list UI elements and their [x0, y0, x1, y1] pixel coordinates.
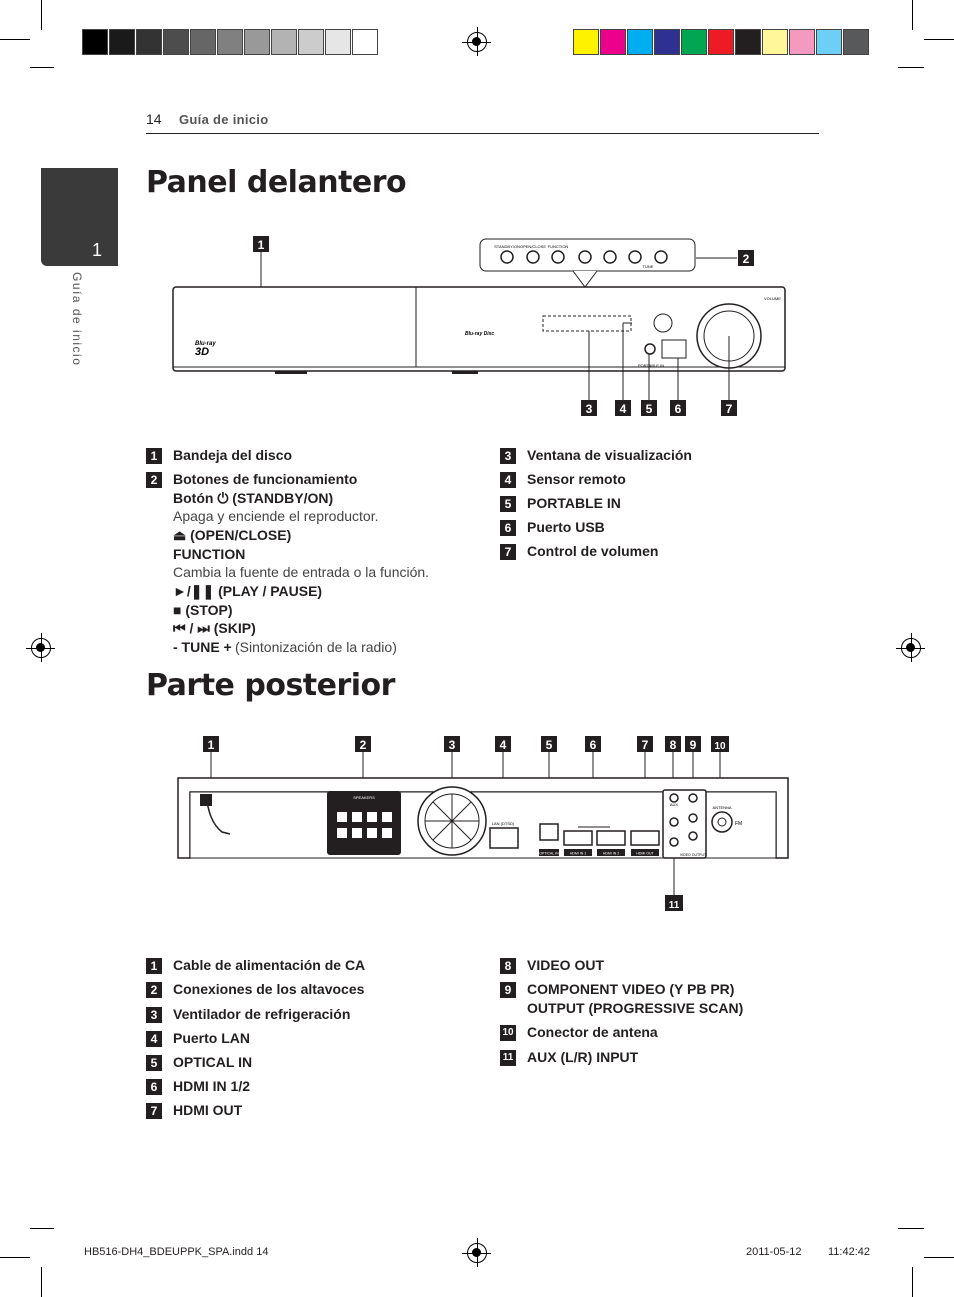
footer-time: 11:42:42 — [828, 1246, 871, 1258]
rear-item-fan: Ventilador de refrigeración — [173, 1006, 351, 1022]
badge-5: 5 — [500, 496, 516, 512]
front-item-remote-sensor: Sensor remoto — [527, 471, 626, 487]
btn-skip: ⏮ / ⏭ (SKIP) — [173, 620, 256, 636]
btn-function: FUNCTION — [173, 546, 246, 562]
badge-3: 3 — [500, 448, 516, 464]
page-number: 14 — [146, 111, 162, 127]
rear-item-power-cord: Cable de alimentación de CA — [173, 957, 366, 973]
speakers-label: SPEAKERS — [353, 795, 375, 800]
btn-tune: - TUNE + — [173, 639, 232, 655]
badge-7: 7 — [500, 544, 516, 560]
chapter-number: 1 — [92, 240, 103, 260]
svg-text:4: 4 — [499, 738, 507, 752]
svg-text:9: 9 — [689, 738, 697, 752]
chapter-label: Guía de inicio — [70, 272, 84, 367]
rear-item-lan: Puerto LAN — [173, 1030, 250, 1046]
rear-item-hdmi-in: HDMI IN 1/2 — [173, 1078, 251, 1094]
rear-item-video-out: VIDEO OUT — [527, 957, 605, 973]
rear-item-hdmi-out: HDMI OUT — [173, 1102, 243, 1118]
hdmi1-label: HDMI IN 1 — [569, 851, 587, 856]
badge-2: 2 — [146, 472, 162, 488]
chapter-tab — [41, 168, 118, 266]
btn-standby-desc: Apaga y enciende el reproductor. — [173, 508, 379, 524]
svg-text:1: 1 — [207, 738, 215, 752]
front-item-portable-in: PORTABLE IN — [527, 495, 621, 511]
portable-in-label: PORTABLE IN — [638, 363, 665, 368]
antenna-label: ANTENNA — [712, 805, 732, 810]
hdmi-out-label: HDMI OUT — [636, 851, 654, 856]
fm-label: FM — [735, 821, 743, 827]
optical-label: OPTICAL IN — [539, 851, 559, 856]
front-item-buttons: Botones de funcionamiento — [173, 471, 358, 487]
rear-badge-2: 2 — [146, 982, 162, 998]
rear-badge-7: 7 — [146, 1103, 162, 1119]
lan-label: LAN (DTSD) — [491, 821, 515, 826]
rear-badge-9: 9 — [500, 982, 516, 998]
svg-text:3: 3 — [585, 402, 593, 416]
svg-text:6: 6 — [674, 402, 682, 416]
hdmi2-label: HDMI IN 2 — [602, 851, 620, 856]
section-header: Guía de inicio — [179, 112, 269, 127]
svg-text:4: 4 — [619, 402, 627, 416]
rear-item-optical: OPTICAL IN — [173, 1054, 253, 1070]
front-item-display: Ventana de visualización — [527, 447, 692, 463]
svg-text:5: 5 — [545, 738, 553, 752]
video-out-label: VIDEO OUTPUT — [679, 853, 707, 857]
svg-text:5: 5 — [645, 402, 653, 416]
svg-text:7: 7 — [641, 738, 649, 752]
front-item-disc-tray: Bandeja del disco — [173, 447, 293, 463]
rear-badge-5: 5 — [146, 1055, 162, 1071]
footer-date: 2011-05-12 — [746, 1246, 802, 1258]
front-item-usb: Puerto USB — [527, 519, 605, 535]
svg-text:7: 7 — [725, 402, 733, 416]
aux-label: AUX — [669, 802, 679, 807]
front-panel-diagram — [140, 225, 820, 425]
rear-badge-3: 3 — [146, 1007, 162, 1023]
standby-label: STANDBY/ON — [494, 244, 520, 249]
btn-play-pause: ►/❚❚ (PLAY / PAUSE) — [173, 583, 323, 599]
rear-badge-4: 4 — [146, 1031, 162, 1047]
svg-text:8: 8 — [669, 738, 677, 752]
tune-label: TUNE — [642, 264, 654, 269]
rear-badge-10: 10 — [500, 1025, 516, 1041]
svg-text:6: 6 — [589, 738, 597, 752]
function-label: FUNCTION — [547, 244, 569, 249]
bluray-disc-logo: Blu-ray Disc — [465, 331, 495, 337]
front-panel-title: Panel delantero — [146, 165, 407, 200]
rear-badge-11: 11 — [500, 1050, 516, 1066]
volume-label: VOLUME — [764, 296, 781, 301]
badge-1: 1 — [146, 448, 162, 464]
btn-function-desc: Cambia la fuente de entrada o la función. — [173, 564, 430, 580]
svg-text:3: 3 — [448, 738, 456, 752]
svg-text:2: 2 — [359, 738, 367, 752]
rear-panel-diagram — [170, 732, 800, 917]
rear-panel-title: Parte posterior — [146, 668, 395, 703]
svg-text:1: 1 — [257, 238, 265, 252]
open-close-label: OPEN/CLOSE — [519, 244, 547, 249]
svg-text:11: 11 — [668, 900, 680, 911]
svg-text:2: 2 — [742, 252, 750, 266]
rear-item-speakers: Conexiones de los altavoces — [173, 981, 365, 997]
rear-item-aux: AUX (L/R) INPUT — [527, 1049, 639, 1065]
rear-item-antenna: Conector de antena — [527, 1024, 658, 1040]
bluray-3d-logo: 3D — [195, 346, 210, 358]
rear-badge-8: 8 — [500, 958, 516, 974]
footer-file: HB516-DH4_BDEUPPK_SPA.indd 14 — [84, 1246, 269, 1258]
btn-open-close: ⏏ (OPEN/CLOSE) — [173, 527, 292, 543]
rear-item-component: COMPONENT VIDEO (Y PB PR) — [527, 981, 735, 997]
front-item-volume: Control de volumen — [527, 543, 659, 559]
btn-standby: Botón ⏻ (STANDBY/ON) — [173, 490, 334, 506]
btn-stop: ■ (STOP) — [173, 602, 233, 618]
btn-tune-desc: (Sintonización de la radio) — [235, 639, 397, 655]
bluray-logo: Blu-ray — [195, 341, 216, 347]
badge-4: 4 — [500, 472, 516, 488]
rear-badge-6: 6 — [146, 1079, 162, 1095]
svg-text:10: 10 — [714, 741, 726, 752]
rear-item-component-line2: OUTPUT (PROGRESSIVE SCAN) — [527, 1000, 744, 1016]
rear-badge-1: 1 — [146, 958, 162, 974]
badge-6: 6 — [500, 520, 516, 536]
header-rule — [146, 133, 819, 134]
